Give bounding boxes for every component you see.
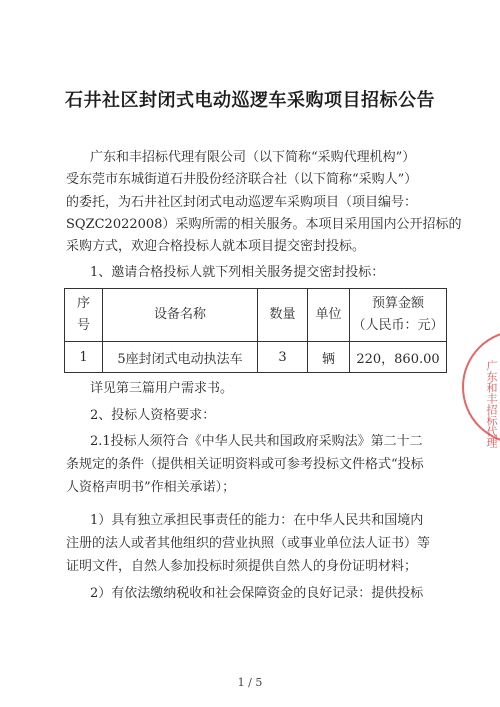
req-line-1: 2.1投标人须符合《中华人民共和国政府采购法》第二十二 bbox=[90, 434, 423, 449]
page-number: 1 / 5 bbox=[237, 676, 263, 689]
req-line-6: 证明文件，自然人参加投标时须提供自然人的身份证明材料； bbox=[66, 559, 418, 574]
seal-text: 广东和丰招标代理 bbox=[485, 360, 498, 448]
req-line-7: 2）有依法缴纳税收和社会保障资金的良好记录：提供投标 bbox=[90, 586, 424, 601]
intro-line-2: 受东莞市东城街道石井股份经济联合社（以下简称“采购人”） bbox=[66, 172, 418, 187]
header-no-line-1: 序 bbox=[76, 296, 90, 311]
section-1-heading: 1、邀请合格投标人就下列相关服务提交密封投标： bbox=[90, 265, 385, 280]
cell-no: 1 bbox=[65, 342, 103, 373]
cell-equipment-name: 5座封闭式电动执法车 bbox=[103, 342, 258, 373]
header-no bbox=[65, 289, 103, 342]
cell-quantity: 3 bbox=[258, 342, 308, 373]
table-row bbox=[65, 342, 447, 373]
section-2-heading: 2、投标人资格要求： bbox=[90, 408, 216, 423]
table-header-row bbox=[65, 289, 447, 342]
header-no-line-2: 号 bbox=[76, 318, 90, 333]
req-line-3: 人资格声明书”作相关承诺）； bbox=[66, 480, 236, 495]
intro-line-1: 广东和丰招标代理有限公司（以下简称“采购代理机构”） bbox=[90, 150, 416, 165]
cell-budget: 220，860.00 bbox=[350, 342, 447, 373]
header-budget-line-1: 预算金额 bbox=[371, 296, 424, 311]
header-unit: 单位 bbox=[308, 289, 350, 342]
intro-line-5: 采购方式，欢迎合格投标人就本项目提交密封投标。 bbox=[66, 239, 366, 254]
header-quantity: 数量 bbox=[258, 289, 308, 342]
items-table bbox=[64, 288, 447, 373]
header-equipment-name: 设备名称 bbox=[103, 289, 258, 342]
req-line-2: 条规定的条件（提供相关证明资料或可参考投标文件格式“投标 bbox=[66, 457, 424, 472]
req-line-4: 1）具有独立承担民事责任的能力：在中华人民共和国境内 bbox=[90, 513, 424, 528]
cell-unit: 辆 bbox=[308, 342, 350, 373]
header-budget bbox=[350, 289, 447, 342]
intro-line-3: 的委托，为石井社区封闭式电动巡逻车采购项目（项目编号： bbox=[66, 195, 418, 210]
document-title: 石井社区封闭式电动巡逻车采购项目招标公告 bbox=[65, 90, 435, 111]
intro-line-4: SQZC2022008）采购所需的相关服务。本项目采用国内公开招标的 bbox=[66, 217, 462, 232]
req-line-5: 注册的法人或者其他组织的营业执照（或事业单位法人证书）等 bbox=[66, 536, 431, 551]
header-budget-line-2: （人民币：元） bbox=[352, 318, 444, 333]
after-table-note: 详见第三篇用户需求书。 bbox=[90, 381, 234, 396]
